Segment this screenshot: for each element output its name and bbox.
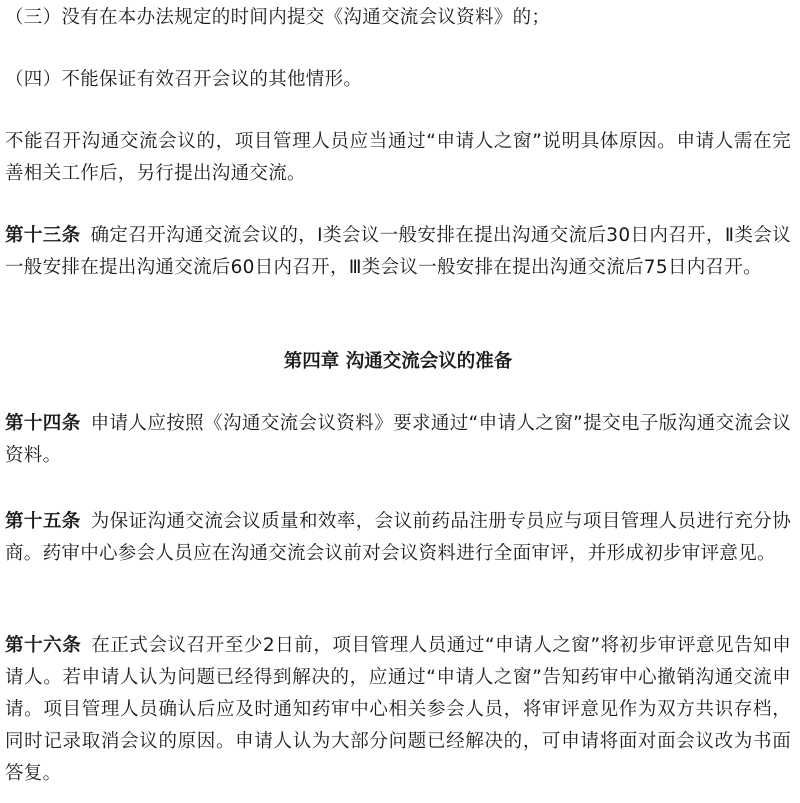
article-15 bbox=[5, 506, 791, 570]
article-15-label: 第十五条 bbox=[5, 511, 81, 532]
article-14 bbox=[5, 408, 791, 472]
article-13-label: 第十三条 bbox=[5, 225, 81, 246]
chapter-4-heading: 第四章 沟通交流会议的准备 bbox=[283, 351, 513, 372]
article-13-text: 确定召开沟通交流会议的，Ⅰ类会议一般安排在提出沟通交流后30日内召开，Ⅱ类会议一般安排在提出沟通交流后60日内召开，Ⅲ类会议一般安排在提出沟通交流后75日内召开。 bbox=[5, 225, 791, 278]
article-14-text: 申请人应按照《沟通交流会议资料》要求通过“申请人之窗”提交电子版沟通交流会议资料。 bbox=[5, 413, 792, 466]
article-13 bbox=[5, 220, 791, 284]
article-16 bbox=[5, 630, 791, 790]
article-16-label: 第十六条 bbox=[5, 635, 82, 656]
article-16-text: 在正式会议召开至少2日前，项目管理人员通过“申请人之窗”将初步审评意见告知申请人。若申请人认为问题已经得到解决的，应通过“申请人之窗”告知药审中心撤销沟通交流申请。项目管理人员确认后应及时通知药审中心相关参会人员，将审评意见作为双方共识存档，同时记录取消会议的原因。申请人认为大部分问题已经解决的，可申请将面对面会议改为书面答复。 bbox=[5, 635, 792, 784]
paragraph-clause-4: （四）不能保证有效召开会议的其他情形。 bbox=[5, 69, 363, 90]
paragraph-meeting-not-held: 不能召开沟通交流会议的，项目管理人员应当通过“申请人之窗”说明具体原因。申请人需在完善相关工作后，另行提出沟通交流。 bbox=[5, 131, 791, 184]
article-14-label: 第十四条 bbox=[5, 413, 81, 434]
paragraph-clause-3: （三）没有在本办法规定的时间内提交《沟通交流会议资料》的； bbox=[5, 7, 551, 28]
article-15-text: 为保证沟通交流会议质量和效率，会议前药品注册专员应与项目管理人员进行充分协商。药审中心参会人员应在沟通交流会议前对会议资料进行全面审评，并形成初步审评意见。 bbox=[5, 511, 792, 564]
